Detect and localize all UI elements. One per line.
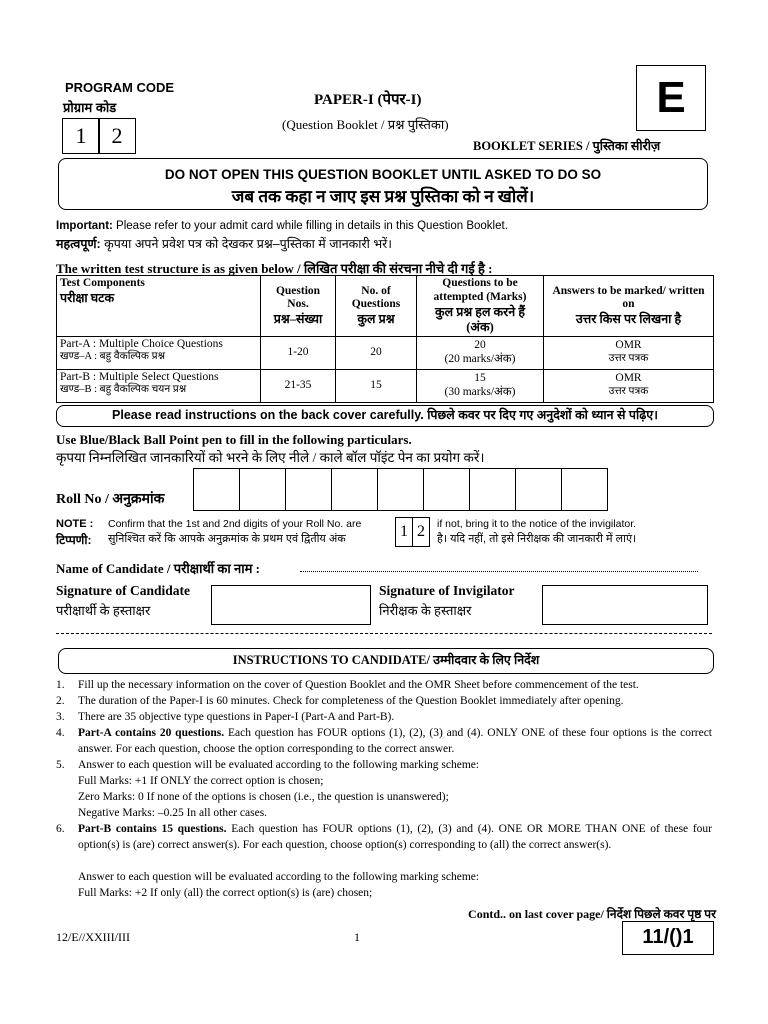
instruction-text: The duration of the Paper-I is 60 minutes. Check for completeness of the Question Booklet immediately after opening. — [78, 695, 624, 707]
important-note-english — [56, 220, 508, 232]
col-question-nos — [261, 276, 336, 337]
row-question-count: 15 — [336, 369, 417, 402]
note-after-hindi: है। यदि नहीं, तो इसे निरीक्षक की जानकारी में लाएं। — [437, 533, 637, 545]
roll-no-digit-box[interactable] — [423, 468, 470, 511]
note-label-hindi: टिप्पणी: — [56, 533, 92, 547]
instruction-number: 1. — [56, 679, 65, 691]
page-number: 1 — [354, 930, 360, 944]
pen-instruction-hindi: कृपया निम्नलिखित जानकारियों को भरने के लिए नीले / काले बॉल पॉइंट पेन का प्रयोग करें। — [56, 450, 485, 465]
roll-no-digit-box[interactable] — [561, 468, 608, 511]
important-text: Please refer to your admit card while filling in details in this Question Booklet. — [112, 220, 508, 232]
table-header-row — [57, 276, 714, 337]
instruction-number: 5. — [56, 759, 65, 771]
program-code-label-hindi: प्रोग्राम कोड — [63, 100, 117, 115]
instruction-text: Full Marks: +2 If only (all) the correct option(s) is (are) chosen; — [78, 887, 373, 899]
roll-no-digit-box[interactable] — [193, 468, 240, 511]
note-digit-1: 1 — [395, 517, 413, 547]
component-hi: खण्ड–B : बहु वैकल्पिक चयन प्रश्न — [60, 384, 187, 396]
instruction-item — [56, 789, 712, 805]
important-note-hindi — [56, 235, 392, 252]
instruction-text — [78, 821, 712, 853]
col-header-hi: प्रश्न–संख्या — [273, 312, 323, 327]
roll-no-boxes — [193, 468, 609, 511]
instruction-text — [78, 725, 712, 757]
signature-invigilator-box[interactable] — [542, 585, 708, 625]
instruction-item — [56, 725, 712, 757]
structure-heading: The written test structure is as given below / लिखित परीक्षा की संरचना नीचे दी गई है : — [56, 261, 493, 276]
row-answer-on — [544, 336, 714, 369]
component-en: Part-A : Multiple Choice Questions — [60, 337, 223, 350]
signature-candidate-box[interactable] — [211, 585, 371, 625]
row-question-nos: 21-35 — [261, 369, 336, 402]
table-row — [57, 336, 714, 369]
instruction-item — [56, 693, 712, 709]
attempt-marks: (20 marks/अंक) — [444, 352, 516, 365]
answer-en: OMR — [615, 339, 642, 352]
program-code-label: PROGRAM CODE — [65, 80, 175, 95]
col-no-of-questions — [336, 276, 417, 337]
col-header-hi: उत्तर किस पर लिखना है — [575, 312, 682, 327]
instruction-item — [56, 805, 712, 821]
signature-invigilator-label-hindi: निरीक्षक के हस्ताक्षर — [379, 603, 472, 618]
important-text-hindi: कृपया अपने प्रवेश पत्र को देखकर प्रश्न–पुस्तिका में जानकारी भरें। — [100, 237, 392, 251]
col-questions-to-attempt — [417, 276, 544, 337]
roll-no-digit-box[interactable] — [285, 468, 332, 511]
instruction-text: Full Marks: +1 If ONLY the correct option is chosen; — [78, 775, 324, 787]
cut-line — [56, 633, 712, 634]
col-header-en: Test Components — [60, 277, 145, 289]
signature-invigilator-label: Signature of Invigilator — [379, 583, 515, 598]
col-test-components — [57, 276, 261, 337]
important-label-hindi: महत्वपूर्ण: — [56, 237, 101, 251]
col-header-hi: कुल प्रश्न — [357, 312, 395, 327]
instruction-item — [56, 677, 712, 693]
instruction-body: Each question has FOUR options (1), (2), (3) and (4). ONLY ONE of these four options is the correct answer. For each question, choose the option corresponding to the correct answer. — [78, 727, 713, 755]
attempt-marks: (30 marks/अंक) — [444, 385, 516, 398]
name-of-candidate-label: Name of Candidate / परीक्षार्थी का नाम : — [56, 561, 260, 576]
booklet-series-label: BOOKLET SERIES / पुस्तिका सीरीज़ — [473, 139, 661, 153]
note-text-english: Confirm that the 1st and 2nd digits of your Roll No. are — [108, 518, 362, 530]
table-row — [57, 369, 714, 402]
instruction-item — [56, 885, 712, 901]
pen-instruction-english: Use Blue/Black Ball Point pen to fill in the following particulars. — [56, 432, 412, 447]
instruction-item — [56, 757, 712, 773]
footer-code-right: 11/()1 — [622, 921, 714, 955]
instruction-number: 4. — [56, 727, 65, 739]
name-input-line[interactable] — [300, 571, 698, 572]
row-attempt — [417, 369, 544, 402]
instructions-title: INSTRUCTIONS TO CANDIDATE/ उम्मीदवार के लिए निर्देश — [58, 648, 714, 674]
answer-en: OMR — [615, 372, 642, 385]
note-after-english: if not, bring it to the notice of the invigilator. — [437, 518, 637, 530]
paper-title: PAPER-I (पेपर-I) — [314, 92, 422, 108]
row-question-nos: 1-20 — [261, 336, 336, 369]
roll-no-digit-box[interactable] — [239, 468, 286, 511]
instruction-text: Answer to each question will be evaluated according to the following marking scheme: — [78, 759, 480, 771]
instruction-text: There are 35 objective type questions in Paper-I (Part-A and Part-B). — [78, 711, 395, 723]
instruction-text: Negative Marks: –0.25 In all other cases. — [78, 807, 268, 819]
instruction-text: Answer to each question will be evaluated according to the following marking scheme: — [78, 871, 480, 883]
row-question-count: 20 — [336, 336, 417, 369]
instruction-text: Fill up the necessary information on the cover of Question Booklet and the OMR Sheet before commencement of the test. — [78, 679, 639, 691]
instruction-bold: Part-B contains 15 questions. — [78, 823, 227, 835]
roll-no-digit-box[interactable] — [515, 468, 562, 511]
roll-no-label: Roll No / अनुक्रमांक — [56, 492, 165, 507]
attempt-count: 20 — [474, 338, 486, 351]
booklet-subtitle: (Question Booklet / प्रश्न पुस्तिका) — [282, 117, 449, 132]
note-text-hindi: सुनिश्चित करें कि आपके अनुक्रमांक के प्रथम एवं द्वितीय अंक — [108, 533, 346, 545]
warning-hindi: जब तक कहा न जाए इस प्रश्न पुस्तिका को न खोलें। — [231, 187, 535, 206]
attempt-count: 15 — [474, 371, 486, 384]
row-component — [57, 369, 261, 402]
note-digit-2: 2 — [412, 517, 430, 547]
roll-no-digit-box[interactable] — [331, 468, 378, 511]
answer-hi: उत्तर पत्रक — [608, 386, 649, 398]
warning-english: DO NOT OPEN THIS QUESTION BOOKLET UNTIL ASKED TO DO SO — [164, 167, 602, 182]
instruction-text: Zero Marks: 0 If none of the options is chosen (i.e., the question is unanswered); — [78, 791, 449, 803]
note-label: NOTE : — [56, 518, 94, 530]
col-header-en: Answers to be marked/ written on — [552, 284, 705, 311]
row-attempt — [417, 336, 544, 369]
instruction-item — [56, 709, 712, 725]
instruction-number: 6. — [56, 823, 65, 835]
roll-no-digit-box[interactable] — [377, 468, 424, 511]
col-header-en: Question Nos. — [275, 284, 321, 311]
instruction-number: 3. — [56, 711, 65, 723]
instruction-item — [56, 869, 712, 885]
signature-candidate-label: Signature of Candidate — [56, 583, 191, 598]
signature-candidate-label-hindi: परीक्षार्थी के हस्ताक्षर — [56, 603, 151, 618]
continued-note: Contd.. on last cover page/ निर्देश पिछले कवर पृष्ठ पर — [468, 907, 716, 921]
col-header-en: No. of Questions — [351, 284, 401, 311]
warning-box — [58, 158, 708, 210]
important-label: Important: — [56, 220, 113, 232]
program-code-digit-2: 2 — [98, 118, 136, 154]
component-hi: खण्ड–A : बहु वैकल्पिक प्रश्न — [60, 351, 165, 363]
row-answer-on — [544, 369, 714, 402]
instruction-number: 2. — [56, 695, 65, 707]
answer-hi: उत्तर पत्रक — [608, 353, 649, 365]
program-code-digit-1: 1 — [62, 118, 100, 154]
col-answers-marked-on — [544, 276, 714, 337]
component-en: Part-B : Multiple Select Questions — [60, 370, 219, 383]
col-header-en: Questions to be attempted (Marks) — [433, 277, 527, 303]
footer-code-left: 12/E//XXIII/III — [56, 930, 130, 944]
structure-table — [56, 275, 714, 403]
instruction-bold: Part-A contains 20 questions. — [78, 727, 225, 739]
col-header-hi: कुल प्रश्न हल करने हैं (अंक) — [435, 304, 525, 334]
roll-no-digit-box[interactable] — [469, 468, 516, 511]
series-letter-box: E — [636, 65, 706, 131]
read-instructions-banner: Please read instructions on the back cover carefully. पिछले कवर पर दिए गए अनुदेशों को ध्यान से पढ़िए। — [56, 405, 714, 427]
row-component — [57, 336, 261, 369]
col-header-hi: परीक्षा घटक — [60, 290, 115, 305]
instruction-item — [56, 773, 712, 789]
instruction-item — [56, 821, 712, 853]
instruction-body: Each question has FOUR options (1), (2), (3) and (4). ONE OR MORE THAN ONE of these four option(s) is (are) correct answer(s). For each question, choose option(s) corresponding to (all) the correct answer(s). — [78, 823, 712, 851]
